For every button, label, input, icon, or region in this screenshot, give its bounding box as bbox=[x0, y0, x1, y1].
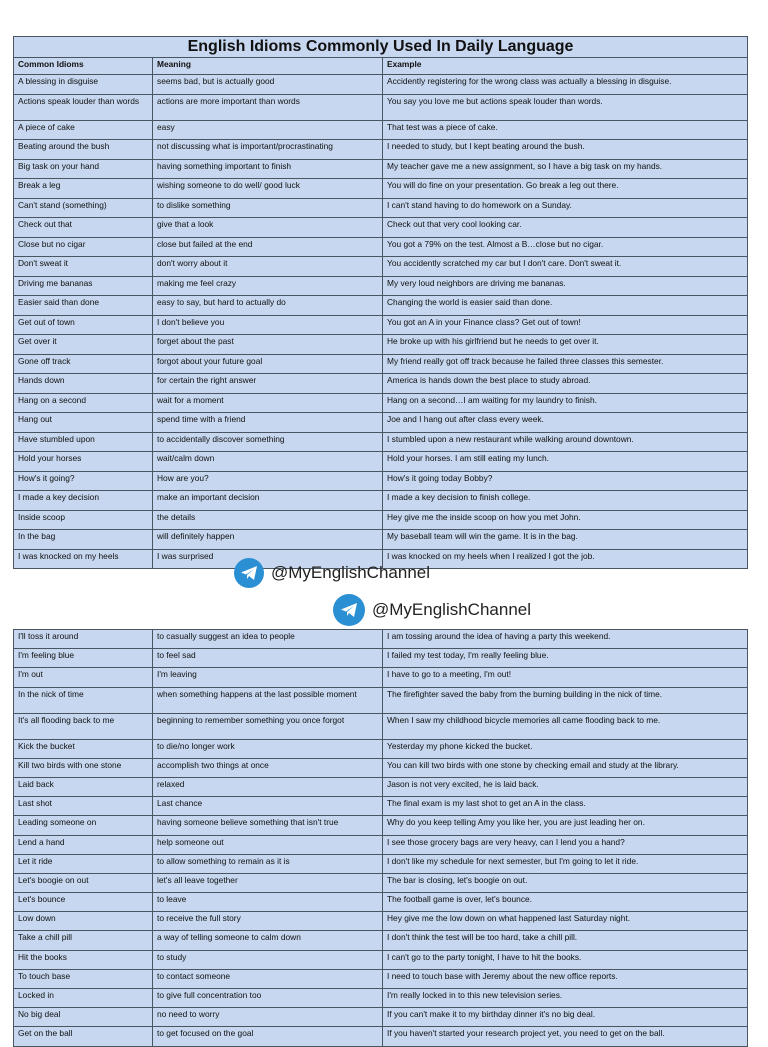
idiom-cell: Get on the ball bbox=[14, 1027, 153, 1046]
idiom-cell: Leading someone on bbox=[14, 816, 153, 835]
table-row bbox=[14, 931, 748, 950]
table-row bbox=[14, 912, 748, 931]
table-row bbox=[14, 777, 748, 796]
example-cell: Why do you keep telling Amy you like her, you are just leading her on. bbox=[383, 816, 748, 835]
table-row bbox=[14, 198, 748, 218]
example-cell: You accidently scratched my car but I don't care. Don't sweat it. bbox=[383, 257, 748, 277]
idiom-cell: Hands down bbox=[14, 374, 153, 394]
idiom-cell: Kill two birds with one stone bbox=[14, 758, 153, 777]
meaning-cell: when something happens at the last possible moment bbox=[153, 687, 383, 713]
table-row bbox=[14, 1027, 748, 1046]
example-cell: My baseball team will win the game. It is in the bag. bbox=[383, 530, 748, 550]
table-row bbox=[14, 179, 748, 199]
meaning-cell: for certain the right answer bbox=[153, 374, 383, 394]
idiom-cell: Locked in bbox=[14, 989, 153, 1008]
meaning-cell: to give full concentration too bbox=[153, 989, 383, 1008]
meaning-cell: I don't believe you bbox=[153, 315, 383, 335]
page-title: English Idioms Commonly Used In Daily Language bbox=[14, 37, 748, 58]
table-row bbox=[14, 413, 748, 433]
idiom-cell: In the nick of time bbox=[14, 687, 153, 713]
table-row bbox=[14, 530, 748, 550]
meaning-cell: will definitely happen bbox=[153, 530, 383, 550]
example-cell: He broke up with his girlfriend but he needs to get over it. bbox=[383, 335, 748, 355]
example-cell: America is hands down the best place to study abroad. bbox=[383, 374, 748, 394]
idiom-cell: Hang on a second bbox=[14, 393, 153, 413]
idiom-cell: Let it ride bbox=[14, 854, 153, 873]
table-row bbox=[14, 276, 748, 296]
table-row bbox=[14, 491, 748, 511]
table-row bbox=[14, 159, 748, 179]
meaning-cell: beginning to remember something you once forgot bbox=[153, 713, 383, 739]
idiom-cell: Gone off track bbox=[14, 354, 153, 374]
table-row bbox=[14, 668, 748, 687]
idiom-cell: Actions speak louder than words bbox=[14, 94, 153, 120]
meaning-cell: not discussing what is important/procrastinating bbox=[153, 140, 383, 160]
meaning-cell: no need to worry bbox=[153, 1008, 383, 1027]
meaning-cell: having someone believe something that isn't true bbox=[153, 816, 383, 835]
example-cell: Yesterday my phone kicked the bucket. bbox=[383, 739, 748, 758]
idiom-cell: Close but no cigar bbox=[14, 237, 153, 257]
idioms-table-part-1 bbox=[13, 36, 747, 569]
idiom-cell: Big task on your hand bbox=[14, 159, 153, 179]
idiom-cell: I'm feeling blue bbox=[14, 649, 153, 668]
column-header-example: Example bbox=[383, 58, 748, 75]
idiom-cell: Hang out bbox=[14, 413, 153, 433]
table-row bbox=[14, 835, 748, 854]
meaning-cell: wait for a moment bbox=[153, 393, 383, 413]
table-row bbox=[14, 94, 748, 120]
example-cell: Joe and I hang out after class every week. bbox=[383, 413, 748, 433]
idiom-cell: Driving me bananas bbox=[14, 276, 153, 296]
idiom-cell: A blessing in disguise bbox=[14, 75, 153, 95]
table-row bbox=[14, 452, 748, 472]
example-cell: You got an A in your Finance class? Get out of town! bbox=[383, 315, 748, 335]
meaning-cell: to accidentally discover something bbox=[153, 432, 383, 452]
meaning-cell: having something important to finish bbox=[153, 159, 383, 179]
example-cell: You will do fine on your presentation. Go break a leg out there. bbox=[383, 179, 748, 199]
meaning-cell: to receive the full story bbox=[153, 912, 383, 931]
meaning-cell: How are you? bbox=[153, 471, 383, 491]
column-header-meaning: Meaning bbox=[153, 58, 383, 75]
example-cell: I see those grocery bags are very heavy, can I lend you a hand? bbox=[383, 835, 748, 854]
idiom-cell: Have stumbled upon bbox=[14, 432, 153, 452]
meaning-cell: relaxed bbox=[153, 777, 383, 796]
idioms-table bbox=[13, 629, 748, 1047]
example-cell: You say you love me but actions speak louder than words. bbox=[383, 94, 748, 120]
idioms-table-part-2 bbox=[13, 629, 747, 1047]
example-cell: Hey give me the low down on what happened last Saturday night. bbox=[383, 912, 748, 931]
table-row bbox=[14, 471, 748, 491]
meaning-cell: let's all leave together bbox=[153, 873, 383, 892]
example-cell: When I saw my childhood bicycle memories all came flooding back to me. bbox=[383, 713, 748, 739]
meaning-cell: to contact someone bbox=[153, 969, 383, 988]
meaning-cell: forgot about your future goal bbox=[153, 354, 383, 374]
table-row bbox=[14, 797, 748, 816]
meaning-cell: wishing someone to do well/ good luck bbox=[153, 179, 383, 199]
example-cell: I don't think the test will be too hard, take a chill pill. bbox=[383, 931, 748, 950]
table-row bbox=[14, 140, 748, 160]
example-cell: I can't go to the party tonight, I have to hit the books. bbox=[383, 950, 748, 969]
idiom-cell: Break a leg bbox=[14, 179, 153, 199]
table-row bbox=[14, 335, 748, 355]
idiom-cell: Kick the bucket bbox=[14, 739, 153, 758]
idiom-cell: Beating around the bush bbox=[14, 140, 153, 160]
meaning-cell: to casually suggest an idea to people bbox=[153, 630, 383, 649]
meaning-cell: close but failed at the end bbox=[153, 237, 383, 257]
table-row bbox=[14, 374, 748, 394]
meaning-cell: to dislike something bbox=[153, 198, 383, 218]
idiom-cell: No big deal bbox=[14, 1008, 153, 1027]
idiom-cell: Can't stand (something) bbox=[14, 198, 153, 218]
idiom-cell: Lend a hand bbox=[14, 835, 153, 854]
idiom-cell: To touch base bbox=[14, 969, 153, 988]
example-cell: My friend really got off track because he failed three classes this semester. bbox=[383, 354, 748, 374]
idiom-cell: How's it going? bbox=[14, 471, 153, 491]
example-cell: The firefighter saved the baby from the burning building in the nick of time. bbox=[383, 687, 748, 713]
meaning-cell: Last chance bbox=[153, 797, 383, 816]
example-cell: I made a key decision to finish college. bbox=[383, 491, 748, 511]
idiom-cell: Laid back bbox=[14, 777, 153, 796]
idiom-cell: Take a chill pill bbox=[14, 931, 153, 950]
meaning-cell: actions are more important than words bbox=[153, 94, 383, 120]
meaning-cell: to die/no longer work bbox=[153, 739, 383, 758]
example-cell: I am tossing around the idea of having a party this weekend. bbox=[383, 630, 748, 649]
table-row bbox=[14, 969, 748, 988]
table-row bbox=[14, 950, 748, 969]
example-cell: Changing the world is easier said than done. bbox=[383, 296, 748, 316]
meaning-cell: help someone out bbox=[153, 835, 383, 854]
column-header-idiom: Common Idioms bbox=[14, 58, 153, 75]
meaning-cell: easy to say, but hard to actually do bbox=[153, 296, 383, 316]
table-row bbox=[14, 854, 748, 873]
meaning-cell: forget about the past bbox=[153, 335, 383, 355]
meaning-cell: making me feel crazy bbox=[153, 276, 383, 296]
example-cell: I'm really locked in to this new television series. bbox=[383, 989, 748, 1008]
example-cell: Hold your horses. I am still eating my lunch. bbox=[383, 452, 748, 472]
channel-watermark bbox=[234, 558, 430, 588]
idiom-cell: In the bag bbox=[14, 530, 153, 550]
idiom-cell: Check out that bbox=[14, 218, 153, 238]
example-cell: I failed my test today, I'm really feeling blue. bbox=[383, 649, 748, 668]
table-row bbox=[14, 739, 748, 758]
meaning-cell: don't worry about it bbox=[153, 257, 383, 277]
idiom-cell: I'll toss it around bbox=[14, 630, 153, 649]
meaning-cell: the details bbox=[153, 510, 383, 530]
example-cell: I was knocked on my heels when I realized I got the job. bbox=[383, 549, 748, 569]
example-cell: Accidently registering for the wrong class was actually a blessing in disguise. bbox=[383, 75, 748, 95]
meaning-cell: give that a look bbox=[153, 218, 383, 238]
idiom-cell: Let's bounce bbox=[14, 893, 153, 912]
example-cell: I can't stand having to do homework on a Sunday. bbox=[383, 198, 748, 218]
idiom-cell: It's all flooding back to me bbox=[14, 713, 153, 739]
table-row bbox=[14, 432, 748, 452]
example-cell: The bar is closing, let's boogie on out. bbox=[383, 873, 748, 892]
channel-handle: @MyEnglishChannel bbox=[271, 563, 431, 582]
meaning-cell: I'm leaving bbox=[153, 668, 383, 687]
idiom-cell: Get over it bbox=[14, 335, 153, 355]
example-cell: I stumbled upon a new restaurant while walking around downtown. bbox=[383, 432, 748, 452]
example-cell: Hey give me the inside scoop on how you met John. bbox=[383, 510, 748, 530]
table-row bbox=[14, 393, 748, 413]
meaning-cell: a way of telling someone to calm down bbox=[153, 931, 383, 950]
example-cell: I needed to study, but I kept beating around the bush. bbox=[383, 140, 748, 160]
table-row bbox=[14, 315, 748, 335]
idiom-cell: A piece of cake bbox=[14, 120, 153, 140]
example-cell: Check out that very cool looking car. bbox=[383, 218, 748, 238]
example-cell: Hang on a second…I am waiting for my laundry to finish. bbox=[383, 393, 748, 413]
meaning-cell: I was surprised bbox=[153, 549, 383, 569]
table-row bbox=[14, 893, 748, 912]
meaning-cell: accomplish two things at once bbox=[153, 758, 383, 777]
idiom-cell: I was knocked on my heels bbox=[14, 549, 153, 569]
idioms-table bbox=[13, 36, 748, 569]
meaning-cell: wait/calm down bbox=[153, 452, 383, 472]
meaning-cell: easy bbox=[153, 120, 383, 140]
idiom-cell: Hit the books bbox=[14, 950, 153, 969]
idiom-cell: Let's boogie on out bbox=[14, 873, 153, 892]
table-row bbox=[14, 354, 748, 374]
meaning-cell: spend time with a friend bbox=[153, 413, 383, 433]
channel-watermark bbox=[333, 594, 531, 626]
idiom-cell: Hold your horses bbox=[14, 452, 153, 472]
meaning-cell: to leave bbox=[153, 893, 383, 912]
idiom-cell: Inside scoop bbox=[14, 510, 153, 530]
telegram-icon bbox=[234, 558, 264, 588]
table-row bbox=[14, 296, 748, 316]
table-row bbox=[14, 758, 748, 777]
example-cell: You can kill two birds with one stone by checking email and study at the library. bbox=[383, 758, 748, 777]
example-cell: I don't like my schedule for next semester, but I'm going to let it ride. bbox=[383, 854, 748, 873]
table-row bbox=[14, 75, 748, 95]
table-row bbox=[14, 687, 748, 713]
example-cell: I have to go to a meeting, I'm out! bbox=[383, 668, 748, 687]
example-cell: I need to touch base with Jeremy about the new office reports. bbox=[383, 969, 748, 988]
example-cell: You got a 79% on the test. Almost a B…close but no cigar. bbox=[383, 237, 748, 257]
idiom-cell: I'm out bbox=[14, 668, 153, 687]
example-cell: The football game is over, let's bounce. bbox=[383, 893, 748, 912]
meaning-cell: make an important decision bbox=[153, 491, 383, 511]
table-row bbox=[14, 237, 748, 257]
idiom-cell: Low down bbox=[14, 912, 153, 931]
table-row bbox=[14, 816, 748, 835]
example-cell: Jason is not very excited, he is laid back. bbox=[383, 777, 748, 796]
channel-handle: @MyEnglishChannel bbox=[372, 600, 532, 619]
idiom-cell: I made a key decision bbox=[14, 491, 153, 511]
idiom-cell: Last shot bbox=[14, 797, 153, 816]
example-cell: My teacher gave me a new assignment, so I have a big task on my hands. bbox=[383, 159, 748, 179]
example-cell: That test was a piece of cake. bbox=[383, 120, 748, 140]
example-cell: How's it going today Bobby? bbox=[383, 471, 748, 491]
table-row bbox=[14, 120, 748, 140]
table-row bbox=[14, 713, 748, 739]
example-cell: If you haven't started your research project yet, you need to get on the ball. bbox=[383, 1027, 748, 1046]
meaning-cell: to study bbox=[153, 950, 383, 969]
telegram-icon bbox=[333, 594, 365, 626]
idiom-cell: Get out of town bbox=[14, 315, 153, 335]
meaning-cell: to allow something to remain as it is bbox=[153, 854, 383, 873]
example-cell: My very loud neighbors are driving me bananas. bbox=[383, 276, 748, 296]
example-cell: If you can't make it to my birthday dinner it's no big deal. bbox=[383, 1008, 748, 1027]
idiom-cell: Don't sweat it bbox=[14, 257, 153, 277]
table-row bbox=[14, 510, 748, 530]
meaning-cell: seems bad, but is actually good bbox=[153, 75, 383, 95]
table-row bbox=[14, 257, 748, 277]
example-cell: The final exam is my last shot to get an A in the class. bbox=[383, 797, 748, 816]
table-row bbox=[14, 989, 748, 1008]
meaning-cell: to get focused on the goal bbox=[153, 1027, 383, 1046]
meaning-cell: to feel sad bbox=[153, 649, 383, 668]
idiom-cell: Easier said than done bbox=[14, 296, 153, 316]
table-row bbox=[14, 873, 748, 892]
table-row bbox=[14, 630, 748, 649]
table-row bbox=[14, 649, 748, 668]
table-row bbox=[14, 218, 748, 238]
